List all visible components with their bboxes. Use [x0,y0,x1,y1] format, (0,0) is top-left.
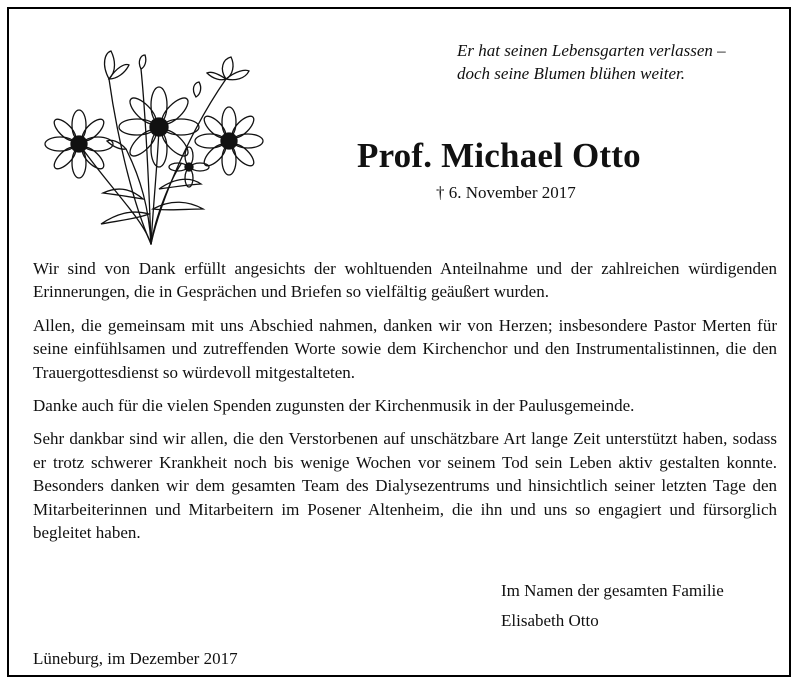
motto-line-1: Er hat seinen Lebensgarten verlassen – [457,41,726,60]
place-date: Lüneburg, im Dezember 2017 [33,649,238,668]
paragraph: Allen, die gemeinsam mit uns Abschied nahmen, danken wir von Herzen; insbesondere Pastor Merten für seine einfühlsamen und zutreffenden Worte sowie dem Kirchenchor und den Instrumentalistinnen, die den Trauergottesdienst so würdevoll mitgestalteten. [33,315,777,382]
paragraph: Wir sind von Dank erfüllt angesichts der wohltuenden Anteilnahme und der zahlreichen würdigenden Erinnerungen, die in Gesprächen und Briefen so vielfältig geäußert wurden. [33,259,777,302]
death-date: † 6. November 2017 [436,183,576,202]
paragraph: Sehr dankbar sind wir allen, die den Verstorbenen auf unschätzbare Art lange Zeit unterstützt haben, sodass er trotz schwerer Krankheit noch bis wenige Wochen vor seinem Tod sein Leben aktiv gestalten konnte. Besonders danken wir dem gesamten Team des Dialysezentrums und hinsichtlich seiner letzten Tage den Mitarbeiterinnen und Mitarbeitern im Posener Altenheim, die ihn und uns so engagiert und fürsorglich begleitet haben. [33,429,777,543]
motto [457,39,726,85]
signature [501,576,724,636]
thanks-text [33,257,777,554]
paragraph: Danke auch für die vielen Spenden zugunsten der Kirchenmusik in der Paulusgemeinde. [33,396,635,416]
obituary-card [7,7,791,677]
signature-line-1: Im Namen der gesamten Familie [501,581,724,600]
flower-bouquet-illustration [31,49,271,249]
signature-line-2: Elisabeth Otto [501,611,599,630]
deceased-name: Prof. Michael Otto [357,136,641,175]
motto-line-2: doch seine Blumen blühen weiter. [457,64,686,83]
